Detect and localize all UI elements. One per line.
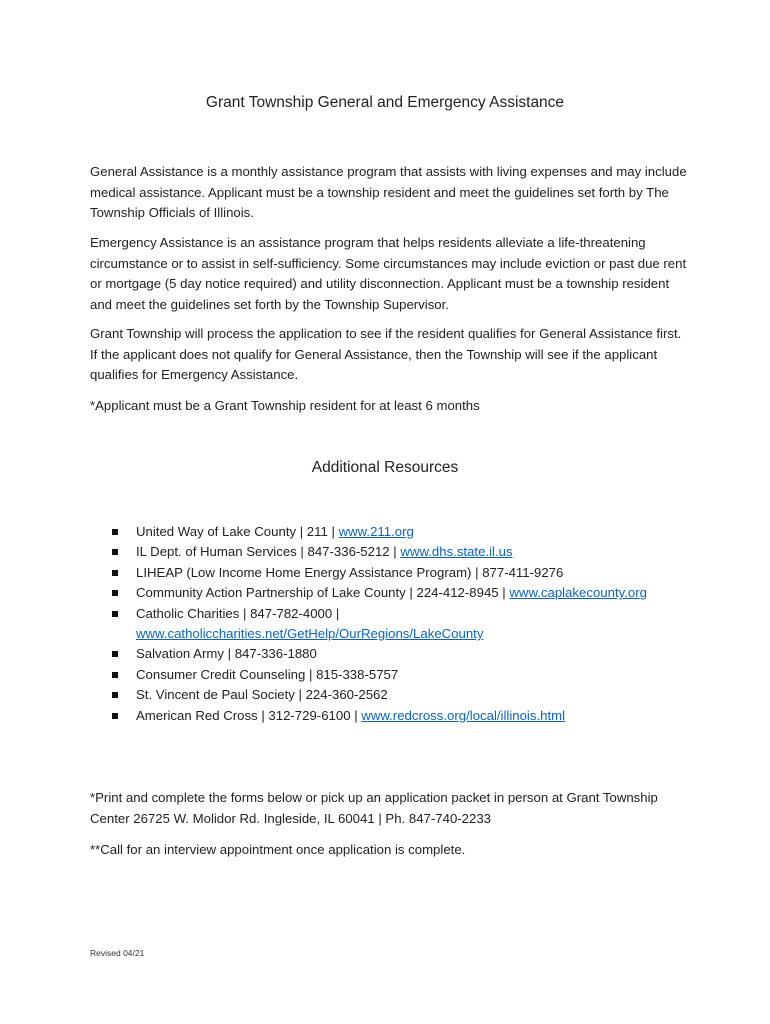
resource-text: Consumer Credit Counseling | 815-338-5757 <box>136 666 399 682</box>
resource-link[interactable]: www.caplakecounty.org <box>509 585 647 601</box>
resource-text: American Red Cross | 312-729-6100 | <box>136 707 362 723</box>
square-bullet-icon <box>112 529 118 535</box>
square-bullet-icon <box>112 651 118 657</box>
resource-text: Salvation Army | 847-336-1880 <box>136 646 317 662</box>
page-title: Grant Township General and Emergency Assistance <box>205 94 565 111</box>
resource-link[interactable]: www.dhs.state.il.us <box>400 544 513 560</box>
resource-item <box>110 644 670 664</box>
resource-text: St. Vincent de Paul Society | 224-360-2562 <box>136 687 388 703</box>
square-bullet-icon <box>112 692 118 698</box>
resource-link[interactable]: www.redcross.org/local/illinois.html <box>361 707 566 723</box>
resource-item <box>110 583 670 603</box>
resource-text: United Way of Lake County | 211 | <box>136 524 339 539</box>
resource-text: LIHEAP (Low Income Home Energy Assistance Program) | 877-411-9276 <box>136 564 564 580</box>
resource-link[interactable]: www.catholiccharities.net/GetHelp/OurRegions/LakeCounty <box>136 626 484 642</box>
revision-footer: Revised 04/21 <box>90 948 145 958</box>
resource-item <box>110 542 670 562</box>
interview-note: **Call for an interview appointment once application is complete. <box>90 842 466 857</box>
resource-item <box>110 563 670 583</box>
square-bullet-icon <box>112 549 118 555</box>
resource-text: Community Action Partnership of Lake County | 224-412-8945 | <box>136 585 510 601</box>
emergency-assistance-paragraph: Emergency Assistance is an assistance program that helps residents alleviate a life-threatening circumstance or to assist in self-sufficiency. Some circumstances may include eviction or past due rent or mortgage (5 day notice required) and utility disconnection. Applicant must be a township resident and meet the guidelines set forth by the Township Supervisor. <box>90 235 687 312</box>
resource-text: Catholic Charities | 847-782-4000 | <box>136 605 340 621</box>
resource-item <box>110 604 670 645</box>
resource-item <box>110 665 670 685</box>
square-bullet-icon <box>112 611 118 617</box>
resource-link[interactable]: www.211.org <box>338 524 414 539</box>
square-bullet-icon <box>112 590 118 596</box>
square-bullet-icon <box>112 713 118 719</box>
square-bullet-icon <box>112 570 118 576</box>
process-paragraph: Grant Township will process the application to see if the resident qualifies for General Assistance first. If the applicant does not qualify for General Assistance, then the Township will see if the applicant qualifies for Emergency Assistance. <box>90 326 682 382</box>
resources-list <box>110 522 670 726</box>
print-instructions-note: *Print and complete the forms below or pick up an application packet in person at Grant Township Center 26725 W. Molidor Rd. Ingleside, IL 60041 | Ph. 847-740-2233 <box>90 790 658 826</box>
general-assistance-paragraph: General Assistance is a monthly assistance program that assists with living expenses and may include medical assistance. Applicant must be a township resident and meet the guidelines set forth by The Township Officials of Illinois. <box>90 164 687 220</box>
resource-item <box>110 685 670 705</box>
resource-item <box>110 522 670 542</box>
residency-requirement: *Applicant must be a Grant Township resident for at least 6 months <box>90 398 480 413</box>
square-bullet-icon <box>112 672 118 678</box>
resource-item <box>110 706 670 726</box>
resources-title: Additional Resources <box>311 459 459 476</box>
resource-text: IL Dept. of Human Services | 847-336-5212 | <box>136 544 401 560</box>
